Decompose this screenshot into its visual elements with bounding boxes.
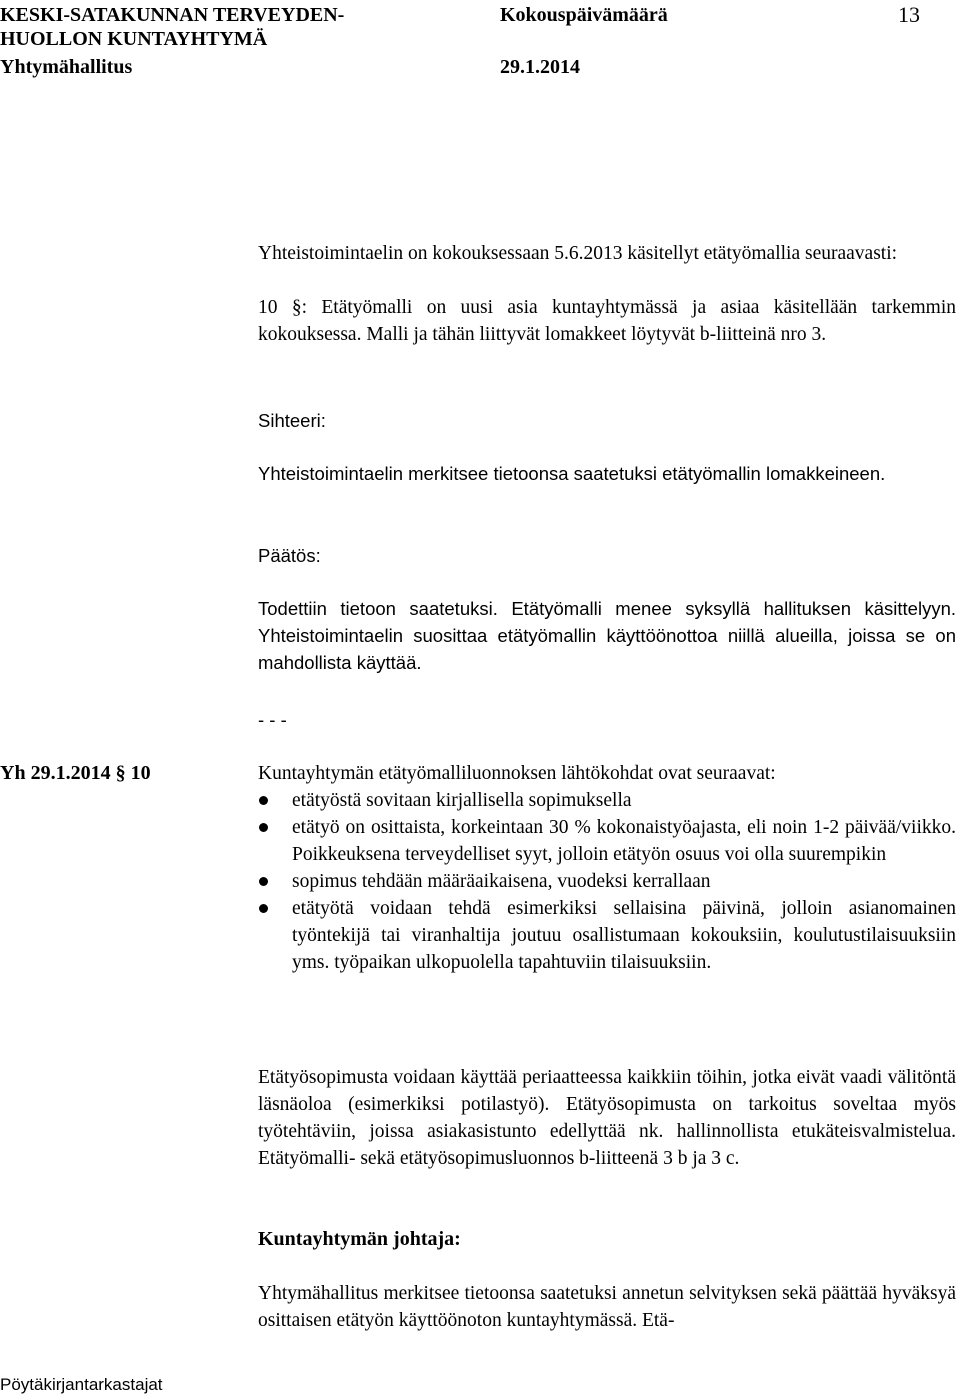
- separator: - - -: [258, 709, 287, 730]
- decision-label: Päätös:: [258, 545, 321, 566]
- list-item: [258, 868, 956, 895]
- section-reference: Yh 29.1.2014 § 10: [0, 762, 151, 784]
- director-proposal: Yhtymähallitus merkitsee tietoonsa saatetuksi annetun selvityksen sekä päättää hyväksyä osittaisen etätyön käyttöönoton kuntayhtymässä. Etä-: [258, 1283, 956, 1331]
- bullet-icon: [259, 796, 268, 805]
- criteria-list: [258, 787, 956, 976]
- section-paragraph: Etätyösopimusta voidaan käyttää periaatteessa kaikkiin töihin, jotka eivät vaadi välitöntä läsnäoloa (esimerkiksi potilastyö). Etätyösopimusta on tarkoitus soveltaa myös työtehtäviin, joissa asiakasistunto edellyttää nk. hallinnollista etukäteisvalmistelua. Etätyömalli- sekä etätyösopimusluonnos b-liitteenä 3 b ja 3 c.: [258, 1067, 956, 1169]
- org-name-line1: KESKI-SATAKUNNAN TERVEYDEN-: [0, 4, 345, 26]
- body-name: Yhtymähallitus: [0, 56, 133, 78]
- org-name-line2: HUOLLON KUNTAYHTYMÄ: [0, 28, 268, 50]
- director-label: Kuntayhtymän johtaja:: [258, 1228, 461, 1250]
- intro-paragraph: Yhteistoimintaelin on kokouksessaan 5.6.2013 käsitellyt etätyömallia seuraavasti:: [258, 243, 898, 264]
- list-item: [258, 814, 956, 868]
- bullet-icon: [259, 877, 268, 886]
- list-item-text: sopimus tehdään määräaikaisena, vuodeksi kerrallaan: [292, 871, 711, 892]
- section-intro: Kuntayhtymän etätyömalliluonnoksen lähtökohdat ovat seuraavat:: [258, 763, 776, 784]
- decision-text: Todettiin tietoon saatetuksi. Etätyömalli menee syksyllä hallituksen käsittelyyn. Yhteistoimintaelin suosittaa etätyömallin käyttöönottoa niillä alueilla, joissa se on mahdollista käyttää.: [258, 598, 956, 673]
- bullet-icon: [259, 823, 268, 832]
- page-number: 13: [898, 2, 920, 27]
- bullet-icon: [259, 904, 268, 913]
- list-item-text: etätyö on osittaista, korkeintaan 30 % kokonaistyöajasta, eli noin 1-2 päivää/viikko. Poikkeuksena terveydelliset syyt, jolloin etätyön osuus voi olla suurempikin: [292, 817, 956, 865]
- secretary-text: Yhteistoimintaelin merkitsee tietoonsa saatetuksi etätyömallin lomakkeineen.: [258, 463, 886, 484]
- quoted-paragraph: 10 §: Etätyömalli on uusi asia kuntayhtymässä ja asiaa käsitellään tarkemmin kokouksessa. Malli ja tähän liittyvät lomakkeet löytyvät b-liitteinä nro 3.: [258, 297, 956, 345]
- list-item: [258, 895, 956, 976]
- date-label: Kokouspäivämäärä: [500, 4, 668, 26]
- list-item: [258, 787, 956, 814]
- list-item-text: etätyöstä sovitaan kirjallisella sopimuksella: [292, 790, 632, 811]
- list-item-text: etätyötä voidaan tehdä esimerkiksi sellaisina päivinä, jolloin asianomainen työntekijä tai viranhaltija joutuu osallistumaan kokouksiin, koulutustilaisuuksiin yms. työpaikan ulkopuolella tapahtuviin tilaisuuksiin.: [292, 898, 956, 973]
- meeting-date: 29.1.2014: [500, 56, 580, 78]
- secretary-label: Sihteeri:: [258, 410, 326, 431]
- footer-label: Pöytäkirjantarkastajat: [0, 1375, 163, 1394]
